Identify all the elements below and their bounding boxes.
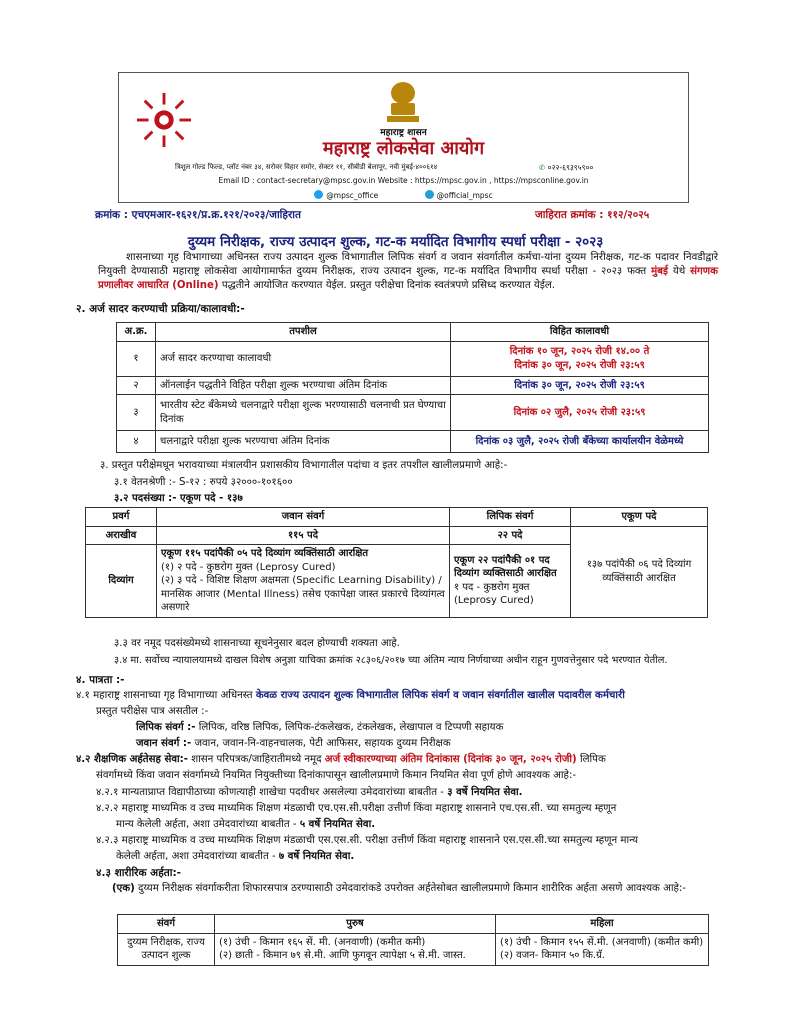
table-row: दुय्यम निरीक्षक, राज्य उत्पादन शुल्क (१) उंची - किमान १६५ सें. मी. (अनवाणी) (कमीत कमी) (२) छाती - किमान ७९ से.मी. आणि फुगवून त्यापेक्षा ५ से.मी. जास्त. (१) उंची - किमान १५५ सें.मी. (अनवाणी) (कमीत कमी) (२) वजन- किमान ५० कि.ग्रॅ. — [118, 933, 709, 965]
twitter-icon — [314, 190, 323, 199]
table-header-row: अ.क्र. तपशील विहित कालावधी — [117, 323, 709, 342]
table-row: १ अर्ज सादर करण्याचा कालावधी दिनांक १० जून, २०२५ रोजी १४.०० ते दिनांक ३० जून, २०२५ रोजी २३:५९ — [117, 341, 709, 376]
jawan-cadre: जवान संवर्ग :- जवान, जवान-नि-वाहनचालक, पेटी आफिसर, सहायक दुय्यम निरीक्षक — [136, 738, 451, 749]
posts-table — [85, 507, 708, 618]
reference-number: क्रमांक : एचएमआर-१६२१/प्र.क्र.१२१/२०२३/जाहिरात — [95, 209, 301, 221]
eligibility-4-1-cont: प्रस्तुत परीक्षेस पात्र असतील :- — [96, 706, 209, 717]
service-ssc: ४.२.३ महाराष्ट्र माध्यमिक व उच्च माध्यमिक शिक्षण मंडळाची एस.एस.सी. परीक्षा उत्तीर्ण किंवा महाराष्ट्र शासनाने एस.एस.सी.च्या समतुल्य म्हणून मान्य — [96, 835, 639, 846]
section-2-heading: २. अर्ज सादर करण्याची प्रक्रिया/कालावधी:- — [76, 303, 245, 315]
table-row: अराखीव ११५ पदे २२ पदे १३७ पदांपैकी ०६ पदे दिव्यांग व्यक्तिंसाठी आरक्षित — [86, 526, 708, 545]
post-count: ३.२ पदसंख्या :- एकूण पदे - १३७ — [114, 493, 243, 504]
page-title: दुय्यम निरीक्षक, राज्य उत्पादन शुल्क, गट-क मर्यादित विभागीय स्पर्धा परीक्षा - २०२३ — [187, 234, 604, 250]
table-header-row: प्रवर्ग जवान संवर्ग लिपिक संवर्ग एकूण पदे — [86, 508, 708, 527]
clerk-cadre: लिपिक संवर्ग :- लिपिक, वरिष्ठ लिपिक, लिपिक-टंकलेखक, टंकलेखक, लेखापाल व टिप्पणी सहायक — [136, 722, 504, 733]
service-hsc: ४.२.२ महाराष्ट्र माध्यमिक व उच्च माध्यमिक शिक्षण मंडळाची एच.एस.सी.परीक्षा उत्तीर्ण किंवा महाराष्ट्र शासनाने एच.एस.सी. च्या समतुल्य म्हणून — [96, 803, 617, 814]
physical-table — [117, 914, 709, 966]
table-row: २ ऑनलाईन पद्धतीने विहित परीक्षा शुल्क भरण्याचा अंतिम दिनांक दिनांक ३० जून, २०२५ रोजी २३:५९ — [117, 376, 709, 395]
gov-label: महाराष्ट्र शासन — [380, 128, 427, 138]
service-graduate: ४.२.१ मान्यताप्राप्त विद्यापीठाच्या कोणत्याही शाखेचा पदवीधर असलेल्या उमेदवारांच्या बाबतीत - ३ वर्षे नियमित सेवा. — [96, 787, 523, 798]
table-row: ३ भारतीय स्टेट बँकेमध्ये चलनाद्वारे परीक्षा शुल्क भरण्यासाठी चलनाची प्रत घेण्याचा दिनांक दिनांक ०२ जुलै, २०२५ रोजी २३:५९ — [117, 395, 709, 431]
phone: ✆ ०२२-६९३९५९०० — [539, 163, 594, 172]
section-3-intro: ३. प्रस्तुत परीक्षेमधून भरावयाच्या मंत्रालयीन प्रशासकीय विभागातील पदांचा व इतर तपशील खालीलप्रमाणे आहे:- — [100, 460, 508, 471]
note-3-3: ३.३ वर नमूद पदसंख्येमध्ये शासनाच्या सूचनेनुसार बदल होण्याची शक्यता आहे. — [114, 638, 400, 649]
state-emblem-icon — [383, 79, 423, 127]
pay-scale: ३.१ वेतनश्रेणी :- S-१२ : रुपये ३२०००-१०१६०० — [114, 477, 293, 488]
eligibility-4-2-cont: संवर्गामध्ये किंवा जवान संवर्गामध्ये नियमित नियुक्तीच्या दिनांकापासून खालीलप्रमाणे किमान नियमित सेवा पूर्ण होणे आवश्यक आहे:- — [96, 770, 577, 781]
table-row: दिव्यांग एकूण ११५ पदांपैकी ०५ पदे दिव्यांग व्यक्तिंसाठी आरक्षित (१) २ पदे - कुष्ठरोग मुक्त (Leprosy Cured) (२) ३ पदे - विशिष्ट शिक्षण अक्षमता (Specific Learning Disability) / मानसिक आजार (Mental Illness) तसेच एकापेक्षा जास्त प्रकारचे दिव्यांगत्व असणारे एकूण २२ पदांपैकी ०१ पद दिव्यांग व्यक्तिसाठी आरक्षित १ पद - कुष्ठरोग मुक्त (Leprosy Cured) — [86, 545, 708, 618]
phone-icon: ✆ — [539, 163, 548, 172]
note-3-4: ३.४ मा. सर्वोच्च न्यायालयामध्ये दाखल विशेष अनुज्ञा याचिका क्रमांक २८३०६/२०१७ च्या अंतिम न्याय निर्णयाच्या अधीन राहून गुणवत्तेनुसार पदे भरण्यात येतील. — [114, 655, 668, 666]
intro-paragraph: शासनाच्या गृह विभागाच्या अधिनस्त राज्य उत्पादन शुल्क विभागातील लिपिक संवर्ग व जवान संवर्गातील कर्मचा-यांना दुय्यम निरीक्षक, गट-क पदावर निवडीद्वारे नियुक्ती देण्यासाठी महाराष्ट्र लोकसेवा आयोगामार्फत दुय्यम निरीक्षक, राज्य उत्पादन शुल्क, गट-क मर्यादित विभागीय स्पर्धा परीक्षा - २०२३ फक्त मुंबई येथे संगणक प्रणालीवर आधारित (Online) पद्धतीने आयोजित करण्यात येईल. प्रस्तुत परीक्षेचा दिनांक स्वतंत्रपणे प्रसिध्द करण्यात येईल. — [98, 252, 718, 291]
schedule-table — [116, 322, 709, 453]
org-name: महाराष्ट्र लोकसेवा आयोग — [322, 138, 485, 159]
address: त्रिशूल गोल्ड फिल्ड, प्लॉट नंबर ३४, सरोवर विहार समोर, सेक्टर ११, सीबीडी बेलापूर, नवी मुंबई-४००६१४ — [175, 163, 438, 171]
telegram-icon — [425, 190, 434, 199]
table-header-row: संवर्ग पुरुष महिला — [118, 915, 709, 934]
contact-line: Email ID : contact-secretary@mpsc.gov.in Website : https://mpsc.gov.in , https://mpsconline.gov.in — [218, 176, 589, 185]
eligibility-4-2: ४.२ शैक्षणिक अर्हतेसह सेवा:- शासन परिपत्रक/जाहिरातीमध्ये नमूद अर्ज स्वीकारण्याच्या अंतिम दिनांकास (दिनांक ३० जून, २०२५ रोजी) लिपिक — [76, 754, 606, 765]
table-row: ४ चलनाद्वारे परीक्षा शुल्क भरण्याचा अंतिम दिनांक दिनांक ०३ जुलै, २०२५ रोजी बँकेच्या कार्यालयीन वेळेमध्ये — [117, 431, 709, 453]
eligibility-4-1: ४.१ महाराष्ट्र शासनाच्या गृह विभागाच्या अधिनस्त केवळ राज्य उत्पादन शुल्क विभागातील लिपिक संवर्ग व जवान संवर्गातील खालील पदावरील कर्मचारी — [76, 690, 625, 701]
section-4-heading: ४. पात्रता :- — [76, 674, 125, 686]
advertisement-number: जाहिरात क्रमांक : ११२/२०२५ — [535, 209, 650, 221]
physical-heading: ४.३ शारीरिक अर्हता:- — [96, 867, 182, 879]
service-ssc-cont: केलेली अर्हता, अशा उमेदवारांच्या बाबतीत - ७ वर्षे नियमित सेवा. — [116, 851, 355, 862]
letterhead — [118, 72, 689, 203]
service-hsc-cont: मान्य केलेली अर्हता, अशा उमेदवारांच्या बाबतीत - ५ वर्षे नियमित सेवा. — [116, 819, 376, 830]
physical-intro: (एक) दुय्यम निरीक्षक संवर्गाकरीता शिफारसपात्र ठरण्यासाठी उमेदवारांकडे उपरोक्त अर्हतेसोबत खालीलप्रमाणे किमान शारीरिक अर्हता असणे आवश्यक आहे:- — [112, 883, 687, 894]
social-line: @mpsc_office @official_mpsc — [119, 190, 688, 201]
